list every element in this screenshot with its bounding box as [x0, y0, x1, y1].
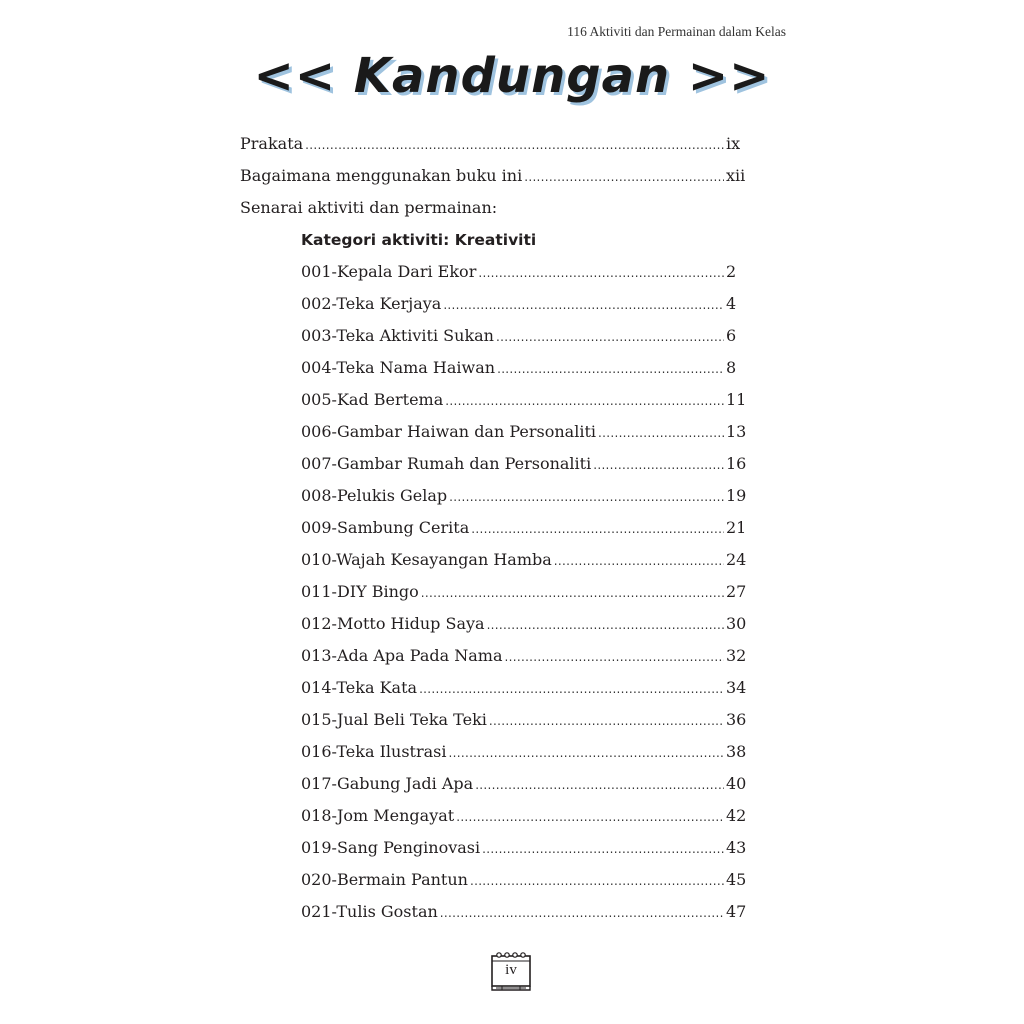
toc-entry — [301, 419, 750, 451]
dot-leader — [598, 419, 724, 446]
toc-entry-label: 008-Pelukis Gelap — [301, 486, 448, 505]
toc-entry-label: 020-Bermain Pantun — [301, 870, 468, 889]
dot-leader — [449, 739, 725, 766]
toc-entry-page: 38 — [726, 742, 747, 761]
toc-entry-label: 006-Gambar Haiwan dan Personaliti — [301, 422, 596, 441]
toc-entry — [301, 707, 750, 739]
toc-entry-label: 015-Jual Beli Teka Teki — [301, 710, 487, 729]
toc-entry — [301, 547, 750, 579]
dot-leader — [482, 835, 724, 862]
toc-entry-label: 017-Gabung Jadi Apa — [301, 774, 474, 793]
table-of-contents — [240, 131, 750, 931]
activity-list — [240, 259, 750, 931]
toc-entry — [301, 259, 750, 291]
section-heading: Senarai aktiviti dan permainan: — [240, 198, 498, 217]
toc-entry-page: 43 — [726, 838, 747, 857]
toc-entry-label: 005-Kad Bertema — [301, 390, 444, 409]
dot-leader — [505, 643, 725, 670]
toc-entry-page: 2 — [726, 262, 737, 281]
toc-entry-page: 47 — [726, 902, 747, 921]
toc-entry-label: 013-Ada Apa Pada Nama — [301, 646, 503, 665]
toc-entry-label: 018-Jom Mengayat — [301, 806, 455, 825]
toc-entry-page: 34 — [726, 678, 747, 697]
toc-entry-label: 011-DIY Bingo — [301, 582, 419, 601]
dot-leader — [419, 675, 724, 702]
toc-entry — [301, 899, 750, 931]
dot-leader — [471, 515, 724, 542]
toc-entry-label: 007-Gambar Rumah dan Personaliti — [301, 454, 592, 473]
toc-entry — [301, 611, 750, 643]
toc-entry — [301, 867, 750, 899]
toc-entry-page: 32 — [726, 646, 747, 665]
page-title: << Kandungan >> — [253, 48, 771, 104]
toc-entry — [301, 323, 750, 355]
toc-front-entry — [240, 131, 750, 163]
dot-leader — [475, 771, 724, 798]
toc-front-entry — [240, 163, 750, 195]
toc-entry-label: 019-Sang Penginovasi — [301, 838, 481, 857]
toc-entry-label: 009-Sambung Cerita — [301, 518, 470, 537]
toc-entry-page: 27 — [726, 582, 747, 601]
toc-entry-page: 45 — [726, 870, 747, 889]
toc-entry-page: 42 — [726, 806, 747, 825]
toc-entry-label: 012-Motto Hidup Saya — [301, 614, 485, 633]
dot-leader — [593, 451, 724, 478]
toc-entry-label: 016-Teka Ilustrasi — [301, 742, 447, 761]
toc-entry-page: 13 — [726, 422, 747, 441]
toc-entry — [301, 835, 750, 867]
toc-entry-label: Prakata — [240, 134, 304, 153]
dot-leader — [440, 899, 724, 926]
toc-entry-page: 30 — [726, 614, 747, 633]
toc-entry — [301, 643, 750, 675]
dot-leader — [305, 131, 724, 158]
toc-entry-label: 002-Teka Kerjaya — [301, 294, 442, 313]
dot-leader — [478, 259, 724, 286]
toc-entry-page: 36 — [726, 710, 747, 729]
toc-entry-page: 6 — [726, 326, 737, 345]
page-number: iv — [505, 962, 517, 978]
toc-entry — [301, 771, 750, 803]
dot-leader — [445, 387, 724, 414]
dot-leader — [496, 323, 724, 350]
section-heading-row — [240, 195, 750, 227]
dot-leader — [421, 579, 724, 606]
toc-entry-label: 001-Kepala Dari Ekor — [301, 262, 477, 281]
toc-entry — [301, 739, 750, 771]
toc-entry-page: 21 — [726, 518, 747, 537]
toc-entry-label: Bagaimana menggunakan buku ini — [240, 166, 523, 185]
dot-leader — [456, 803, 724, 830]
toc-entry — [301, 451, 750, 483]
toc-entry-label: 003-Teka Aktiviti Sukan — [301, 326, 494, 345]
toc-entry-page: 4 — [726, 294, 737, 313]
toc-entry-label: 010-Wajah Kesayangan Hamba — [301, 550, 552, 569]
toc-entry-label: 014-Teka Kata — [301, 678, 418, 697]
toc-entry-page: 8 — [726, 358, 737, 377]
toc-entry — [301, 675, 750, 707]
dot-leader — [497, 355, 724, 382]
toc-entry — [301, 387, 750, 419]
dot-leader — [487, 611, 724, 638]
toc-entry-page: 19 — [726, 486, 747, 505]
dot-leader — [443, 291, 724, 318]
toc-entry — [301, 291, 750, 323]
toc-entry-page: xii — [726, 166, 746, 185]
category-heading: Kategori aktiviti: Kreativiti — [301, 231, 537, 249]
running-header: 116 Aktiviti dan Permainan dalam Kelas — [567, 24, 786, 39]
toc-entry-label: 021-Tulis Gostan — [301, 902, 438, 921]
toc-entry — [301, 579, 750, 611]
toc-entry-page: 11 — [726, 390, 747, 409]
dot-leader — [449, 483, 724, 510]
dot-leader — [524, 163, 724, 190]
toc-entry — [301, 355, 750, 387]
toc-entry — [301, 515, 750, 547]
toc-entry — [301, 803, 750, 835]
dot-leader — [489, 707, 724, 734]
dot-leader — [554, 547, 724, 574]
toc-entry-label: 004-Teka Nama Haiwan — [301, 358, 496, 377]
toc-entry-page: 16 — [726, 454, 747, 473]
toc-entry-page: 40 — [726, 774, 747, 793]
toc-entry-page: ix — [726, 134, 741, 153]
toc-entry — [301, 483, 750, 515]
toc-entry-page: 24 — [726, 550, 747, 569]
dot-leader — [470, 867, 724, 894]
